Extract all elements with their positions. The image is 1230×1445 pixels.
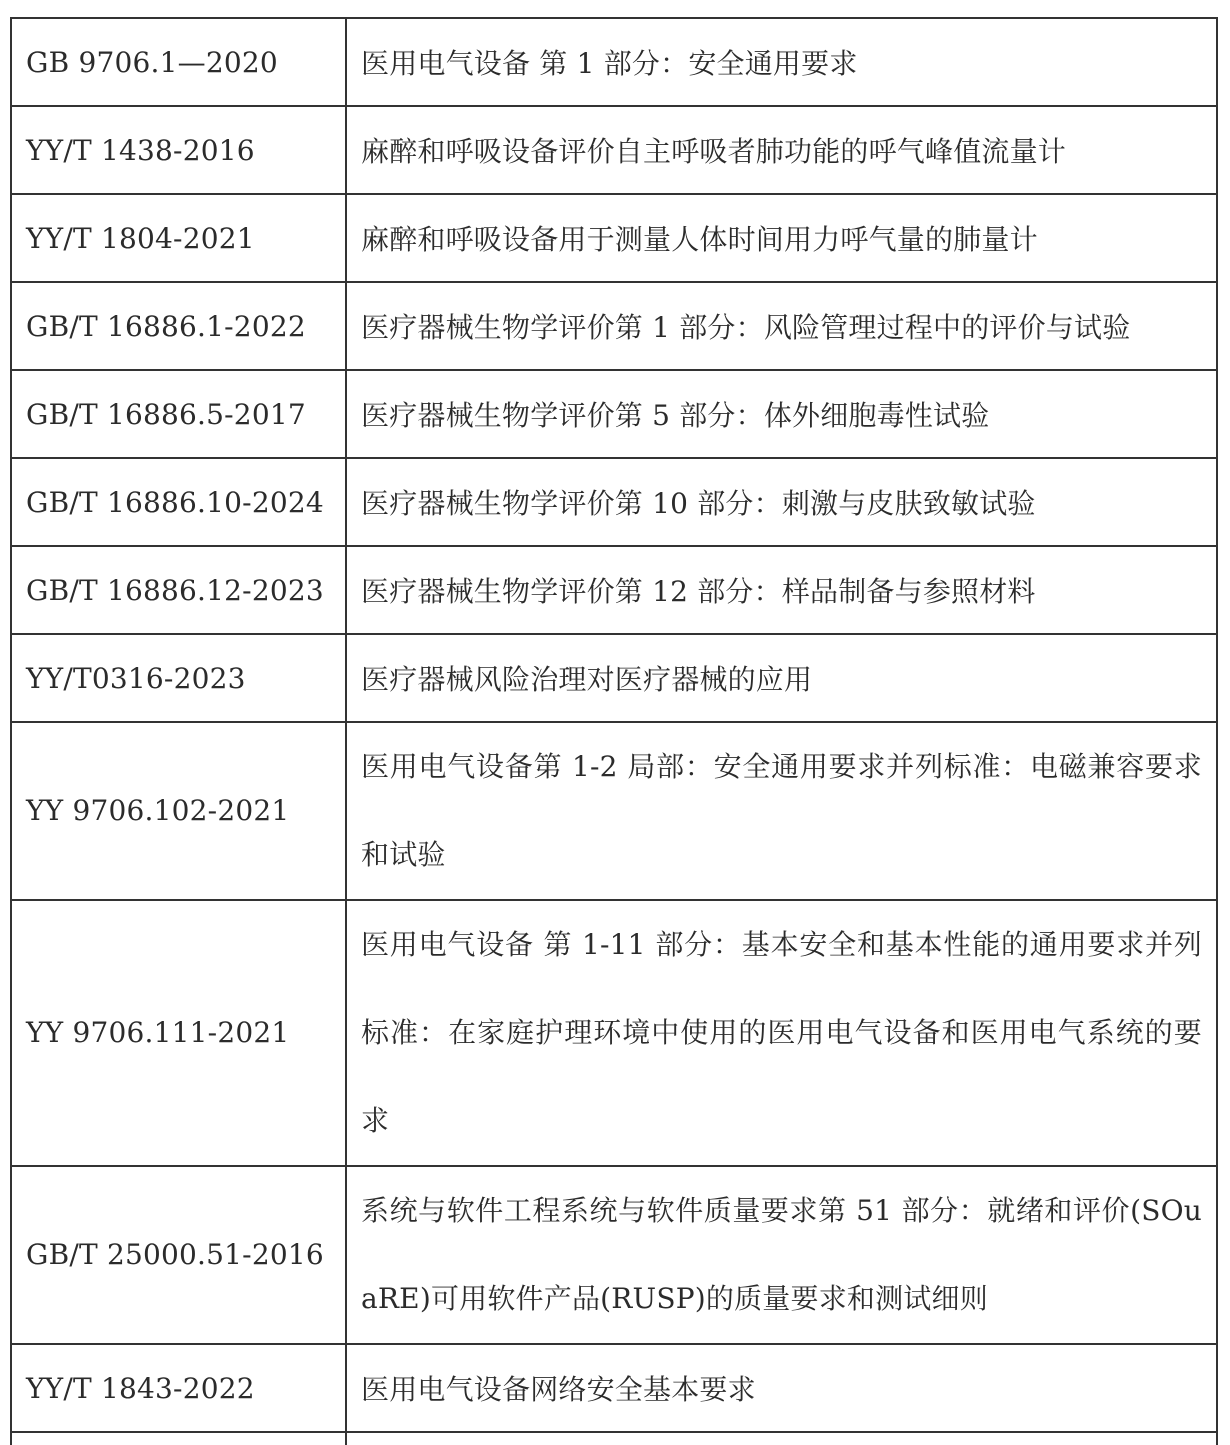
standard-code: GB/T 16886.5-2017 — [11, 370, 346, 458]
standard-code: GB 9706.1—2020 — [11, 18, 346, 106]
table-row — [11, 18, 1217, 106]
cut-off-cell — [11, 1432, 346, 1445]
standard-code: YY/T 1804-2021 — [11, 194, 346, 282]
standard-title: 医用电气设备网络安全基本要求 — [346, 1344, 1217, 1432]
table-row — [11, 194, 1217, 282]
standard-title: 医用电气设备第 1-2 局部：安全通用要求并列标准：电磁兼容要求和试验 — [346, 722, 1217, 900]
standard-code: YY/T 1843-2022 — [11, 1344, 346, 1432]
table-row — [11, 458, 1217, 546]
standard-title: 医疗器械风险治理对医疗器械的应用 — [346, 634, 1217, 722]
standard-code: GB/T 16886.10-2024 — [11, 458, 346, 546]
table-row — [11, 900, 1217, 1166]
table-row — [11, 1166, 1217, 1344]
table-row — [11, 722, 1217, 900]
standard-title: 医疗器械生物学评价第 12 部分：样品制备与参照材料 — [346, 546, 1217, 634]
cut-off-cell — [346, 1432, 1217, 1445]
standard-code: GB/T 16886.1-2022 — [11, 282, 346, 370]
table-row — [11, 546, 1217, 634]
standard-title: 医疗器械生物学评价第 5 部分：体外细胞毒性试验 — [346, 370, 1217, 458]
standard-code: YY/T0316-2023 — [11, 634, 346, 722]
standard-title: 系统与软件工程系统与软件质量要求第 51 部分：就绪和评价(SOuaRE)可用软件产品(RUSP)的质量要求和测试细则 — [346, 1166, 1217, 1344]
table-row — [11, 106, 1217, 194]
standard-title: 医用电气设备 第 1 部分：安全通用要求 — [346, 18, 1217, 106]
standards-table-container — [10, 17, 1218, 1445]
standards-table — [10, 17, 1218, 1445]
standard-code: YY 9706.102-2021 — [11, 722, 346, 900]
standard-code: YY 9706.111-2021 — [11, 900, 346, 1166]
standard-title: 医用电气设备 第 1-11 部分：基本安全和基本性能的通用要求并列标准：在家庭护理环境中使用的医用电气设备和医用电气系统的要求 — [346, 900, 1217, 1166]
standard-title: 医疗器械生物学评价第 1 部分：风险管理过程中的评价与试验 — [346, 282, 1217, 370]
standard-code: GB/T 16886.12-2023 — [11, 546, 346, 634]
table-row — [11, 370, 1217, 458]
standard-code: GB/T 25000.51-2016 — [11, 1166, 346, 1344]
table-row — [11, 634, 1217, 722]
standard-title: 麻醉和呼吸设备用于测量人体时间用力呼气量的肺量计 — [346, 194, 1217, 282]
table-row — [11, 282, 1217, 370]
standard-code: YY/T 1438-2016 — [11, 106, 346, 194]
table-row-cut-off — [11, 1432, 1217, 1445]
table-row — [11, 1344, 1217, 1432]
standard-title: 医疗器械生物学评价第 10 部分：刺激与皮肤致敏试验 — [346, 458, 1217, 546]
standard-title: 麻醉和呼吸设备评价自主呼吸者肺功能的呼气峰值流量计 — [346, 106, 1217, 194]
